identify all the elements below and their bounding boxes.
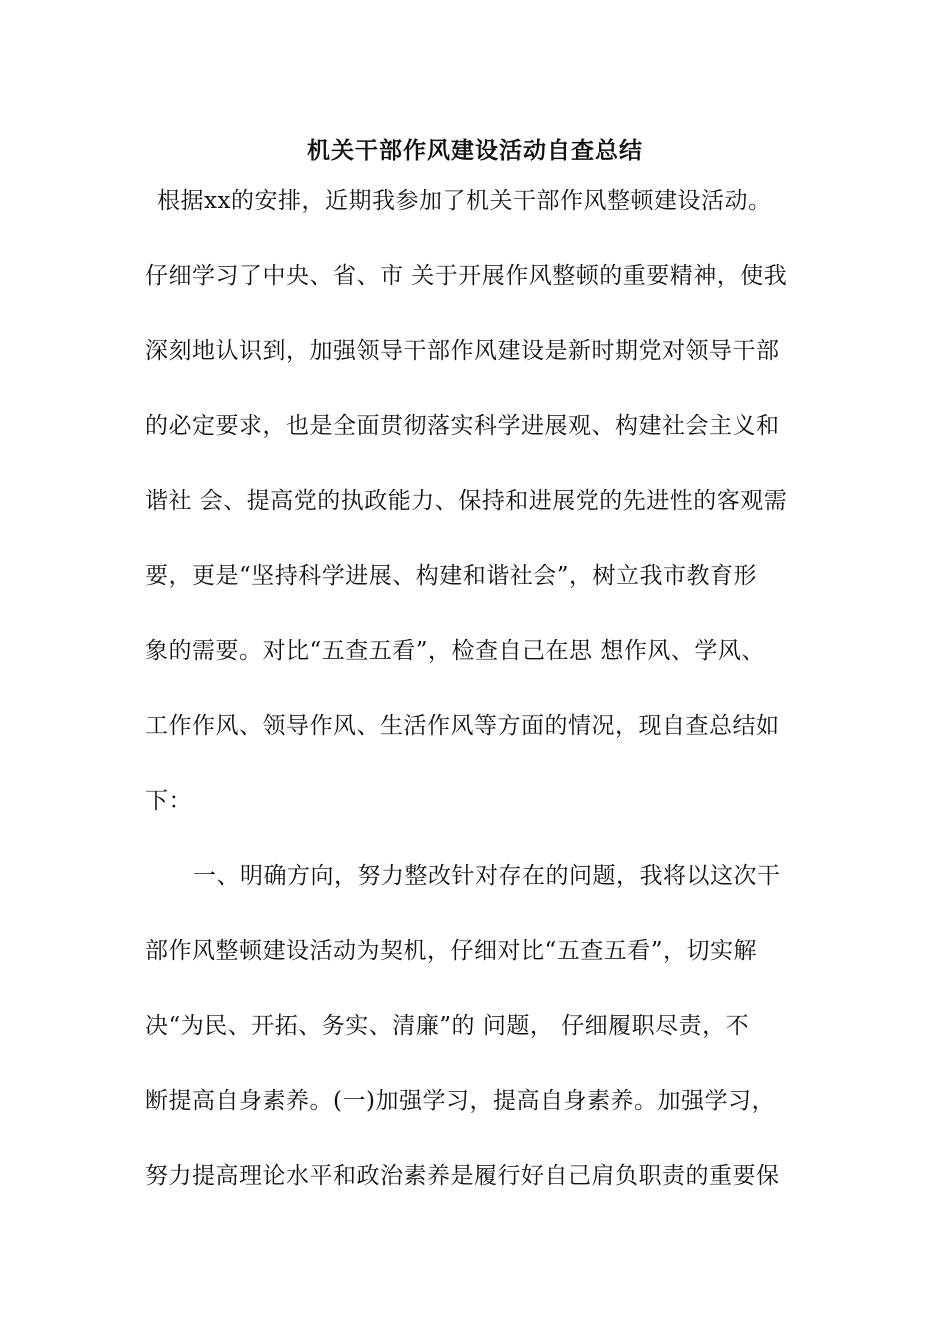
paragraph-line: 象的需要。对比“五查五看”，检查自己在思 想作风、学风、 (145, 638, 765, 664)
paragraph-line: 根据xx的安排，近期我参加了机关干部作风整顿建设活动。 (157, 188, 772, 214)
paragraph-line: 工作作风、领导作风、生活作风等方面的情况，现自查总结如 (145, 713, 780, 739)
paragraph-line: 决“为民、开拓、务实、清廉”的 问题， 仔细履职尽责，不 (145, 1013, 750, 1039)
paragraph-line: 仔细学习了中央、省、市 关于开展作风整顿的重要精神，使我 (145, 263, 788, 289)
paragraph-line: 谐社 会、提高党的执政能力、保持和进展党的先进性的客观需 (145, 488, 788, 514)
paragraph-line: 断提高自身素养。(一)加强学习，提高自身素养。加强学习， (145, 1088, 775, 1114)
paragraph-line: 下： (145, 788, 192, 814)
paragraph-line: 部作风整顿建设活动为契机，仔细对比“五查五看”，切实解 (145, 938, 758, 964)
paragraph-line: 的必定要求，也是全面贯彻落实科学进展观、构建社会主义和 (145, 413, 780, 439)
paragraph-line: 一、明确方向，努力整改针对存在的问题，我将以这次干 (193, 863, 781, 889)
document-title: 机关干部作风建设活动自查总结 (307, 137, 643, 164)
paragraph-line: 深刻地认识到，加强领导干部作风建设是新时期党对领导干部 (145, 338, 780, 364)
paragraph-line: 要，更是“坚持科学进展、构建和谐社会”，树立我市教育形 (145, 563, 758, 589)
paragraph-line: 努力提高理论水平和政治素养是履行好自己肩负职责的重要保 (145, 1163, 780, 1189)
